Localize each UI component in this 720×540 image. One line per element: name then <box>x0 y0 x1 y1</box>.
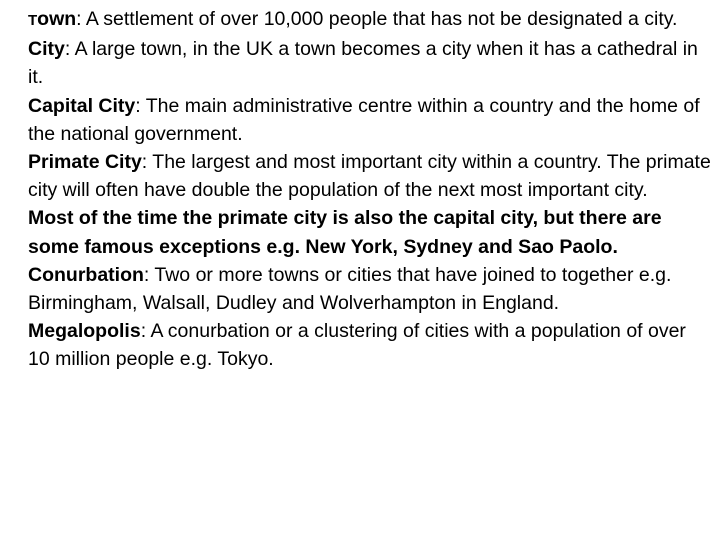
definition-text: A large town, in the UK a town becomes a city when it has a cathedral in it. <box>28 38 698 89</box>
term-town <box>28 8 76 30</box>
definition-text: A conurbation or a clustering of cities with a population of over 10 million people e.g. Tokyo. <box>28 320 686 371</box>
term-conurbation: Conurbation <box>28 263 144 286</box>
definition-primate-city <box>28 148 712 204</box>
term-primate-city: Primate City <box>28 151 142 174</box>
separator: : <box>64 38 71 61</box>
definition-conurbation <box>28 261 712 317</box>
definition-text: A settlement of over 10,000 people that has not be designated a city. <box>81 8 678 30</box>
separator: : <box>143 263 150 286</box>
term-town-rest: own <box>37 8 77 30</box>
definitions-text <box>28 5 712 374</box>
term-megalopolis: Megalopolis <box>28 320 141 343</box>
definition-town <box>28 5 712 35</box>
definition-megalopolis <box>28 317 712 373</box>
definition-text: Two or more towns or cities that have joined to together e.g. Birmingham, Walsall, Dudley and Wolverhampton in England. <box>28 263 672 315</box>
term-capital-city: Capital City <box>28 94 136 117</box>
term-town-initial: T <box>28 12 38 29</box>
definition-capital-city <box>28 92 712 148</box>
definition-city <box>28 35 712 91</box>
definition-text: The main administrative centre within a country and the home of the national government. <box>28 94 700 145</box>
separator: : <box>140 320 147 343</box>
definition-text: The largest and most important city within a country. The primate city will often have double the population of the next most important city. <box>28 151 711 202</box>
separator: : <box>76 8 82 30</box>
separator: : <box>135 94 141 117</box>
primate-city-note: Most of the time the primate city is also the capital city, but there are some famous exceptions e.g. New York, Sydney and Sao Paolo. <box>28 207 662 258</box>
term-city: City <box>28 38 65 61</box>
separator: : <box>141 151 148 174</box>
